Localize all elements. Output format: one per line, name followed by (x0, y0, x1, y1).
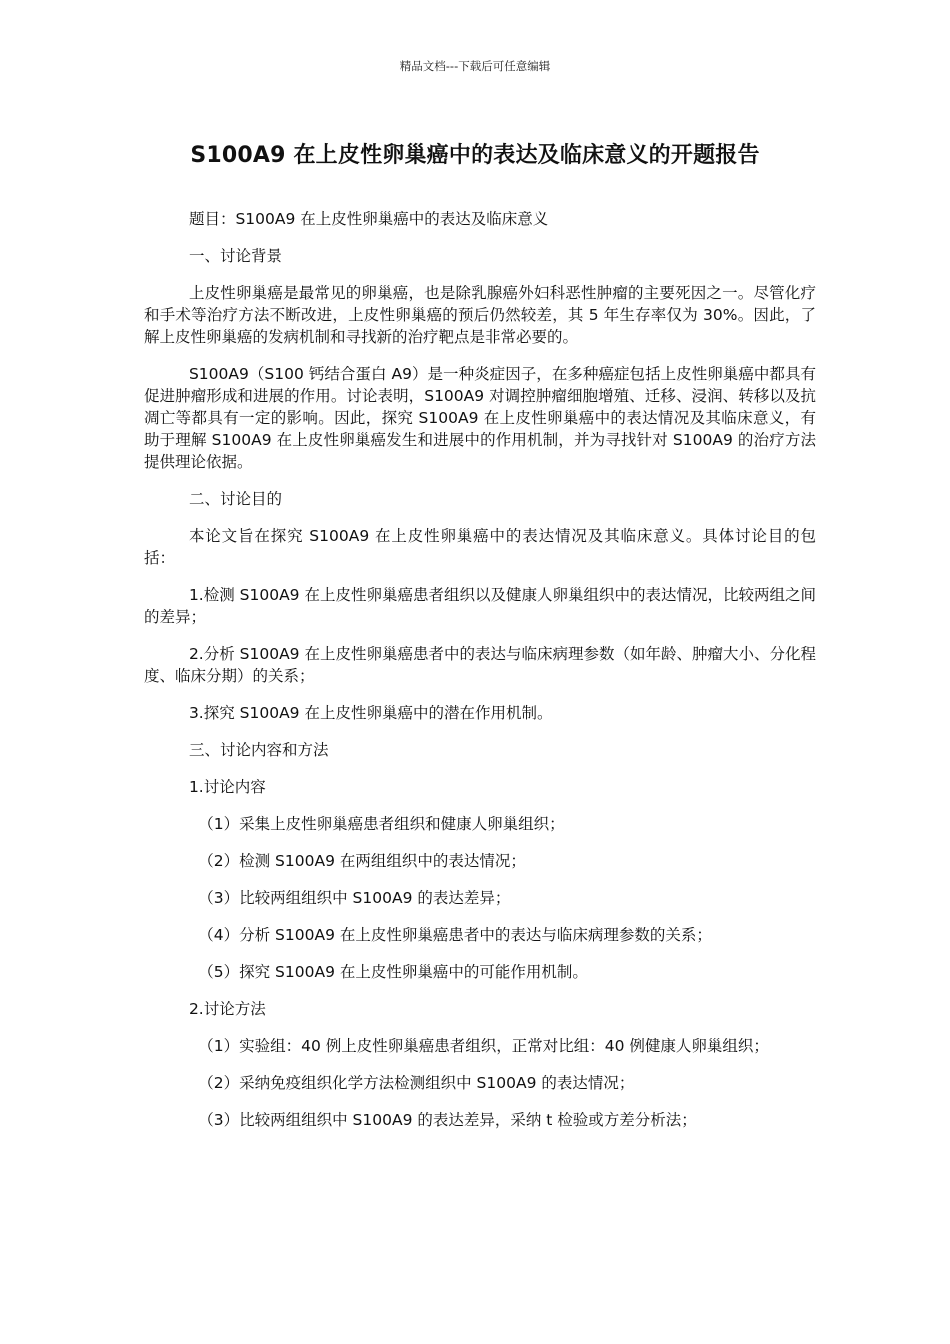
subheading-methods: 2.讨论方法 (188, 1000, 266, 1018)
method-item-1: （1）实验组：40 例上皮性卵巢癌患者组织，正常对比组：40 例健康人卵巢组织； (198, 1037, 769, 1055)
subheading-content: 1.讨论内容 (188, 778, 266, 796)
document-body (144, 208, 816, 1146)
content-item-2: （2）检测 S100A9 在两组组织中的表达情况； (198, 852, 526, 870)
topic-line: 题目：S100A9 在上皮性卵巢癌中的表达及临床意义 (188, 210, 549, 228)
purpose-item-2: 2.分析 S100A9 在上皮性卵巢癌患者中的表达与临床病理参数（如年龄、肿瘤大小、分化程度、临床分期）的关系； (144, 645, 816, 685)
method-item-3: （3）比较两组组织中 S100A9 的表达差异，采纳 t 检验或方差分析法； (198, 1111, 697, 1129)
section-heading-purpose: 二、讨论目的 (188, 490, 282, 508)
background-paragraph-2: S100A9（S100 钙结合蛋白 A9）是一种炎症因子，在多种癌症包括上皮性卵巢癌中都具有促进肿瘤形成和进展的作用。讨论表明，S100A9 对调控肿瘤细胞增殖、迁移、浸润、转移以及抗凋亡等都具有一定的影响。因此，探究 S100A9 在上皮性卵巢癌中的表达情况及其临床意义，有助于理解 S100A9 在上皮性卵巢癌发生和进展中的作用机制，并为寻找针对 S100A9 的治疗方法提供理论依据。 (144, 365, 816, 471)
purpose-paragraph: 本论文旨在探究 S100A9 在上皮性卵巢癌中的表达情况及其临床意义。具体讨论目的包括： (144, 527, 816, 567)
background-paragraph-1: 上皮性卵巢癌是最常见的卵巢癌，也是除乳腺癌外妇科恶性肿瘤的主要死因之一。尽管化疗和手术等治疗方法不断改进，上皮性卵巢癌的预后仍然较差，其 5 年生存率仅为 30%。因此，了解上皮性卵巢癌的发病机制和寻找新的治疗靶点是非常必要的。 (144, 284, 816, 346)
document-title: S100A9 在上皮性卵巢癌中的表达及临床意义的开题报告 (190, 143, 760, 168)
content-item-3: （3）比较两组组织中 S100A9 的表达差异； (198, 889, 511, 907)
purpose-item-3: 3.探究 S100A9 在上皮性卵巢癌中的潜在作用机制。 (188, 704, 553, 722)
section-heading-background: 一、讨论背景 (188, 247, 282, 265)
content-item-5: （5）探究 S100A9 在上皮性卵巢癌中的可能作用机制。 (198, 963, 588, 981)
content-item-4: （4）分析 S100A9 在上皮性卵巢癌患者中的表达与临床病理参数的关系； (198, 926, 712, 944)
header-note: 精品文档---下载后可任意编辑 (399, 59, 551, 73)
section-heading-content-methods: 三、讨论内容和方法 (188, 741, 329, 759)
method-item-2: （2）采纳免疫组织化学方法检测组织中 S100A9 的表达情况； (198, 1074, 635, 1092)
content-item-1: （1）采集上皮性卵巢癌患者组织和健康人卵巢组织； (198, 815, 565, 833)
purpose-item-1: 1.检测 S100A9 在上皮性卵巢癌患者组织以及健康人卵巢组织中的表达情况，比较两组之间的差异； (144, 586, 816, 626)
